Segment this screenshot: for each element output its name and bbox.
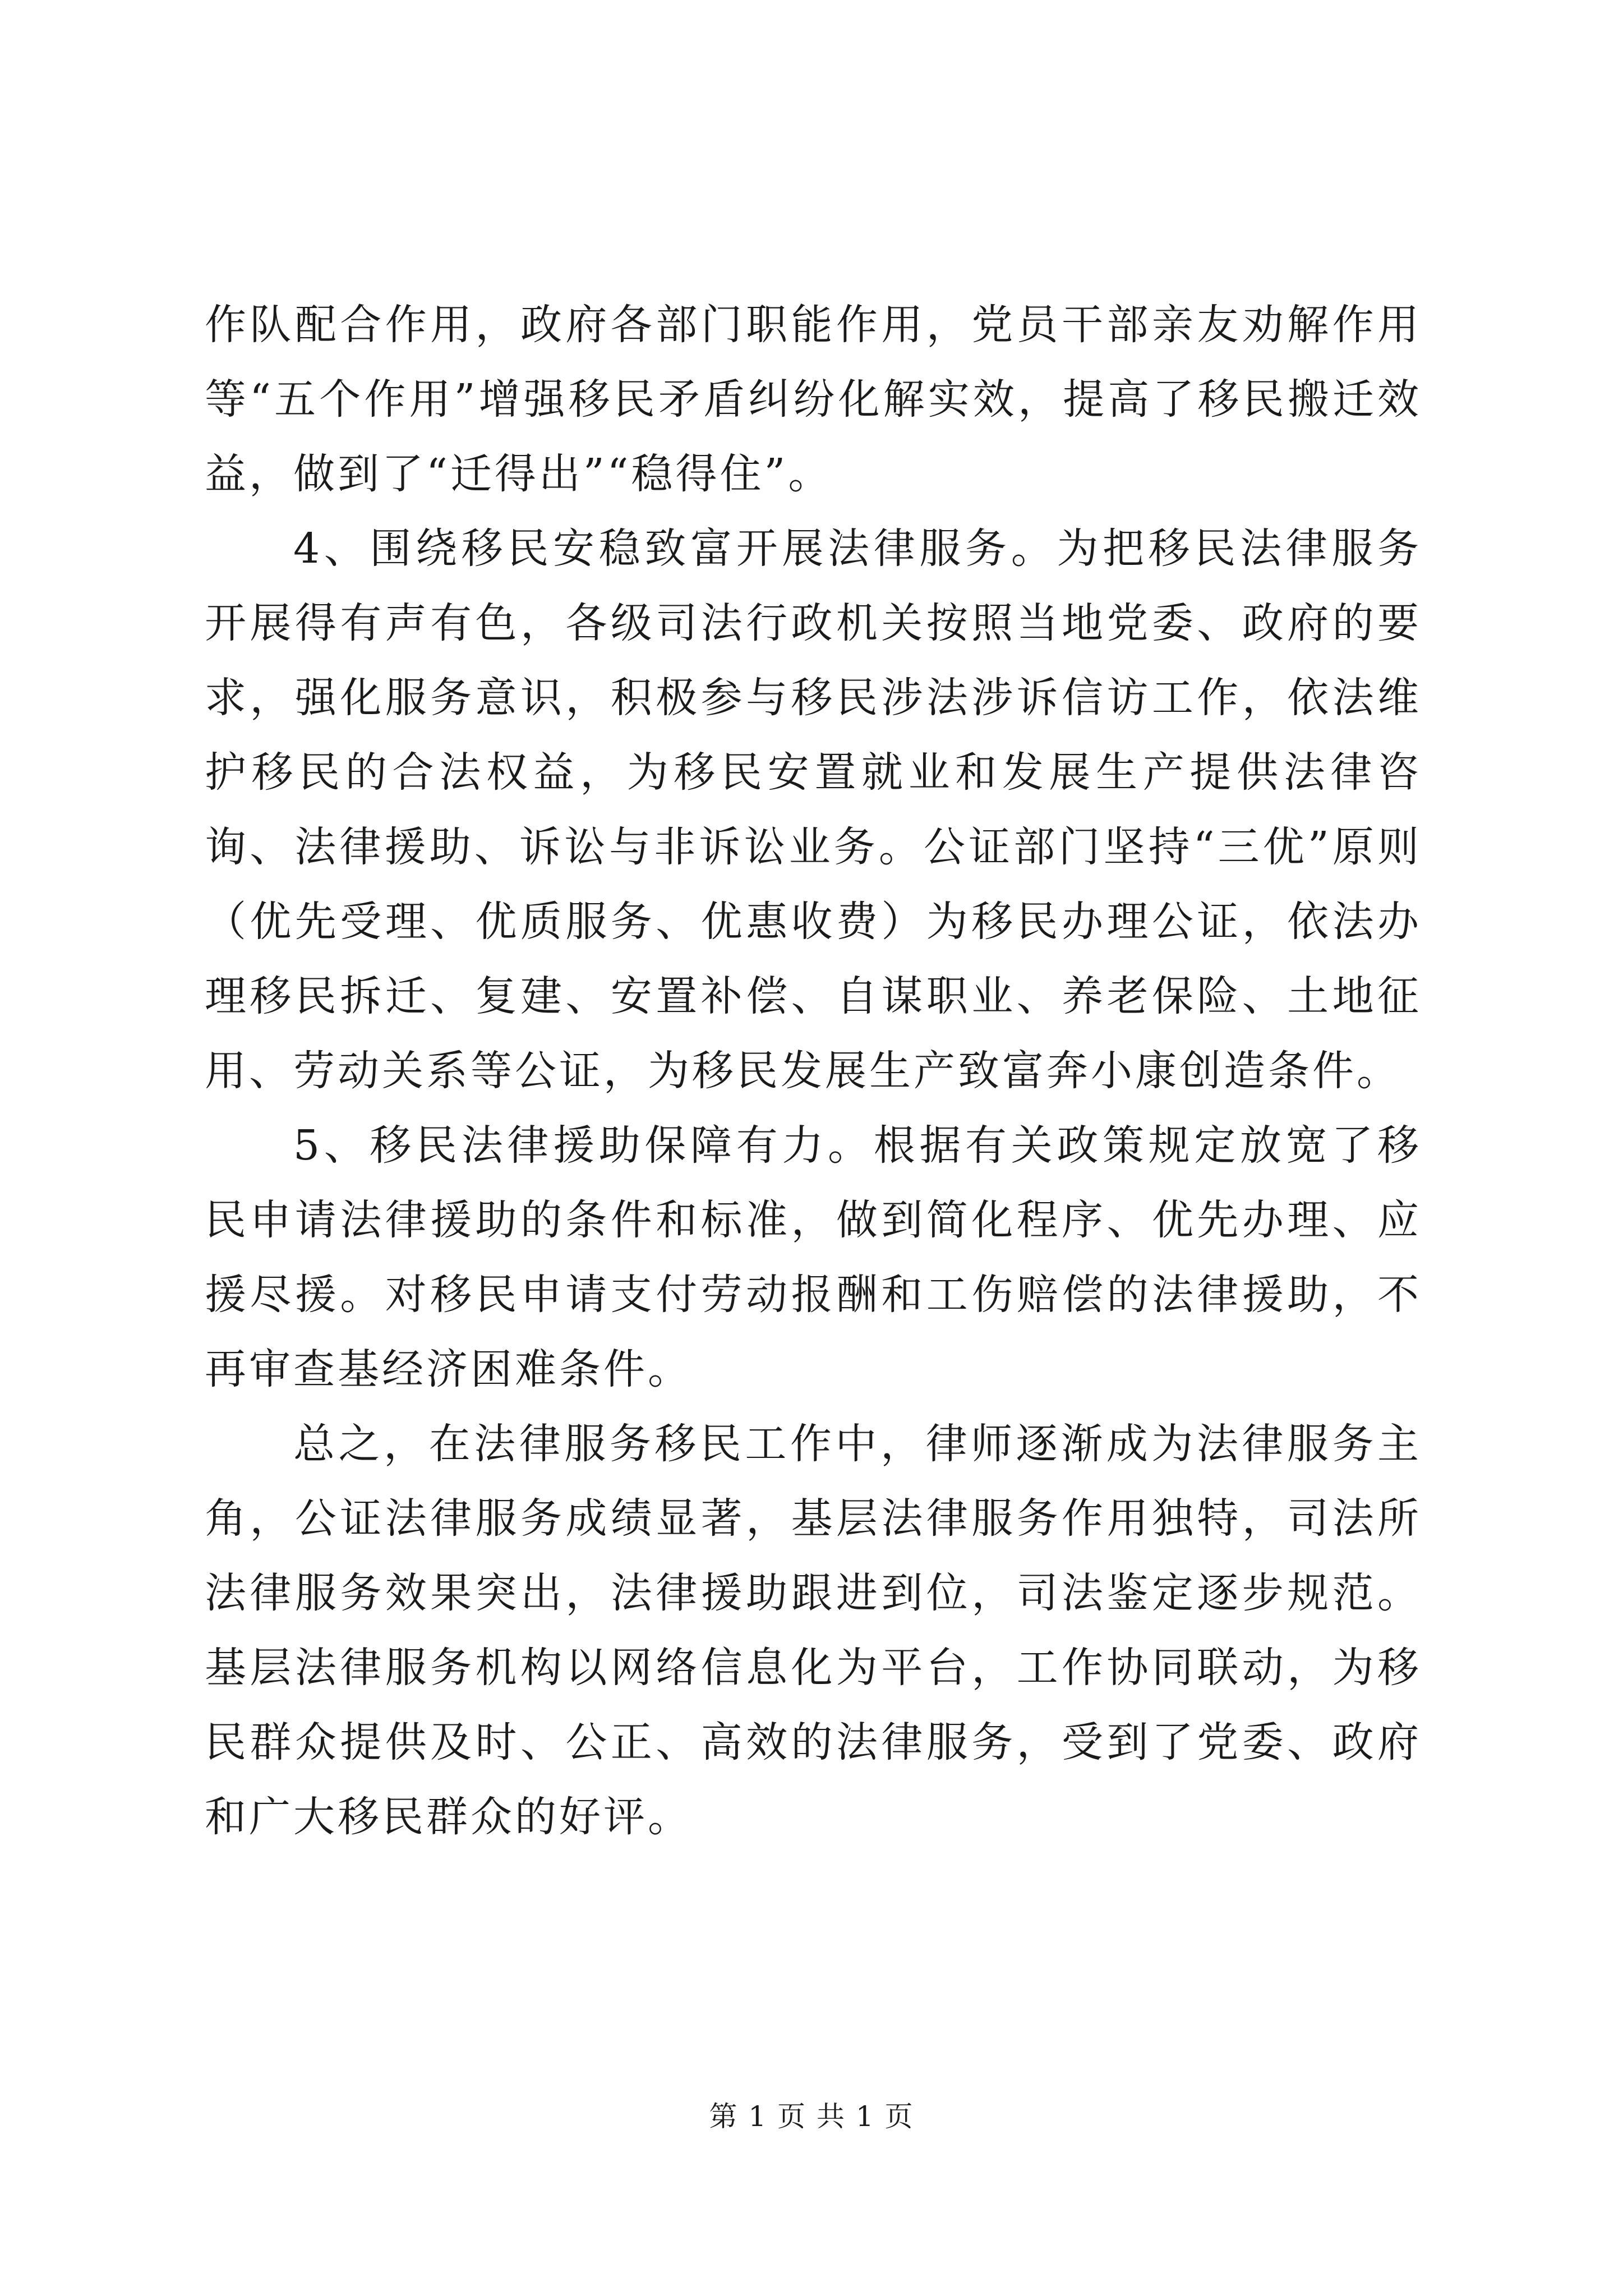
paragraph-summary: 总之，在法律服务移民工作中，律师逐渐成为法律服务主角，公证法律服务成绩显著，基层法律服务作用独特，司法所法律服务效果突出，法律援助跟进到位，司法鉴定逐步规范。基层法律服务机构以网络信息化为平台，工作协同联动，为移民群众提供及时、公正、高效的法律服务，受到了党委、政府和广大移民群众的好评。 bbox=[205, 1420, 1422, 1841]
paragraph-continued: 作队配合作用，政府各部门职能作用，党员干部亲友劝解作用等“五个作用”增强移民矛盾纠纷化解实效，提高了移民搬迁效益，做到了“迁得出”“稳得住”。 bbox=[205, 301, 1422, 498]
document-body bbox=[205, 288, 1422, 1855]
paragraph-item-5: 5、移民法律援助保障有力。根据有关政策规定放宽了移民申请法律援助的条件和标准，做到简化程序、优先办理、应援尽援。对移民申请支付劳动报酬和工伤赔偿的法律援助，不再审查基经济困难条件。 bbox=[205, 1121, 1422, 1393]
page-footer: 第 1 页 共 1 页 bbox=[709, 2100, 914, 2133]
paragraph-item-4: 4、围绕移民安稳致富开展法律服务。为把移民法律服务开展得有声有色，各级司法行政机关按照当地党委、政府的要求，强化服务意识，积极参与移民涉法涉诉信访工作，依法维护移民的合法权益，为移民安置就业和发展生产提供法律咨询、法律援助、诉讼与非诉讼业务。公证部门坚持“三优”原则（优先受理、优质服务、优惠收费）为移民办理公证，依法办理移民拆迁、复建、安置补偿、自谋职业、养老保险、土地征用、劳动关系等公证，为移民发展生产致富奔小康创造条件。 bbox=[205, 524, 1422, 1095]
